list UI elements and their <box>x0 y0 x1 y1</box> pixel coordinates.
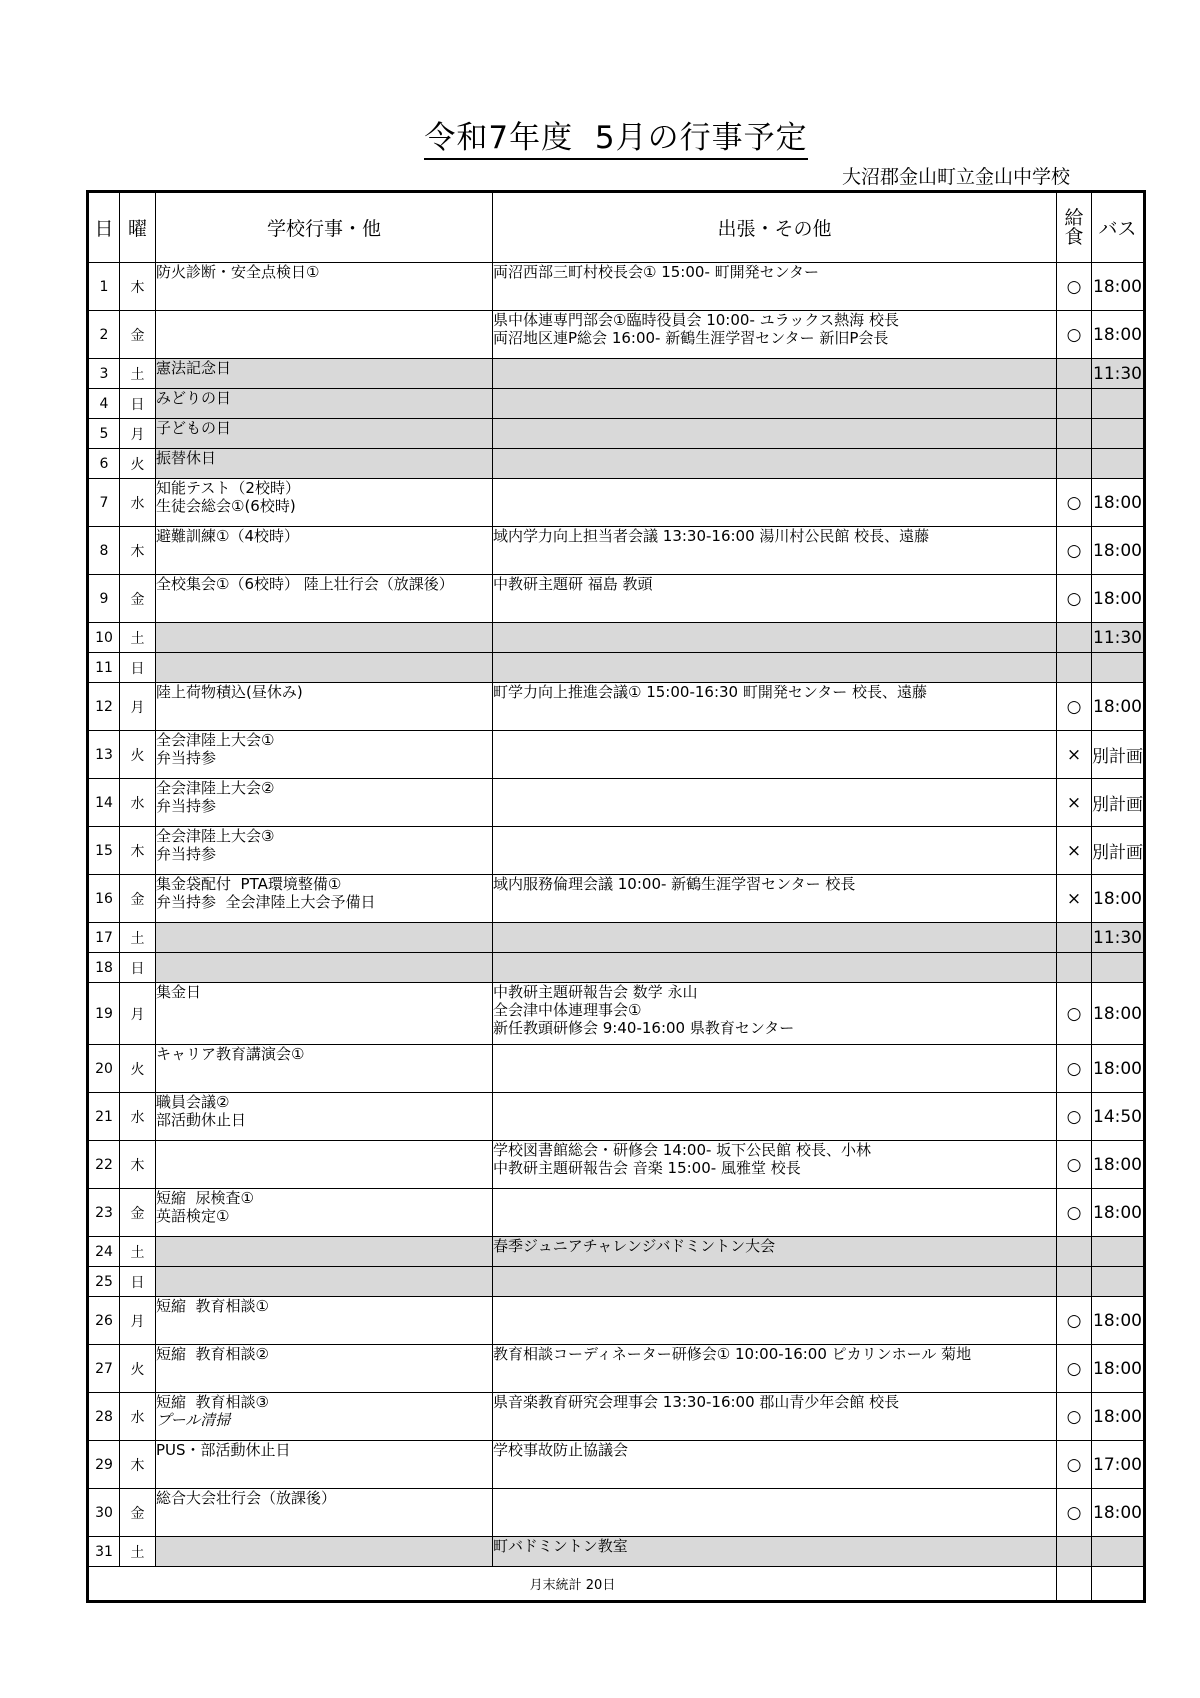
events-cell <box>156 1393 493 1441</box>
events-cell: 全校集会①（6校時） 陸上壮行会（放課後） <box>156 575 493 623</box>
events-text: 短縮 教育相談③ <box>156 1393 269 1411</box>
trips-cell <box>493 653 1057 683</box>
schedule-row <box>88 1141 1145 1189</box>
trips-cell <box>493 1093 1057 1141</box>
trips-cell <box>493 827 1057 875</box>
bus-cell: 11:30 <box>1092 359 1145 389</box>
weekday-cell: 金 <box>120 875 156 923</box>
trips-cell: 春季ジュニアチャレンジバドミントン大会 <box>493 1237 1057 1267</box>
day-cell: 11 <box>88 653 120 683</box>
day-cell: 27 <box>88 1345 120 1393</box>
bus-cell <box>1092 1537 1145 1567</box>
bus-cell: 18:00 <box>1092 683 1145 731</box>
events-cell: 短縮 教育相談② <box>156 1345 493 1393</box>
schedule-row <box>88 1267 1145 1297</box>
lunch-cell: ○ <box>1057 683 1092 731</box>
weekday-cell: 水 <box>120 1393 156 1441</box>
bus-cell <box>1092 953 1145 983</box>
lunch-cell: ○ <box>1057 1393 1092 1441</box>
trips-cell: 域内学力向上担当者会議 13:30-16:00 湯川村公民館 校長、遠藤 <box>493 527 1057 575</box>
events-cell <box>156 1237 493 1267</box>
schedule-row <box>88 953 1145 983</box>
weekday-cell: 月 <box>120 419 156 449</box>
page-title-text: 令和7年度 5月の行事予定 <box>424 120 807 160</box>
weekday-cell: 日 <box>120 1267 156 1297</box>
lunch-cell <box>1057 623 1092 653</box>
schedule-row <box>88 923 1145 953</box>
bus-cell: 18:00 <box>1092 479 1145 527</box>
summary-row <box>88 1567 1145 1602</box>
schedule-row <box>88 779 1145 827</box>
weekday-cell: 水 <box>120 779 156 827</box>
lunch-cell: ○ <box>1057 983 1092 1045</box>
lunch-cell: ○ <box>1057 263 1092 311</box>
weekday-cell: 土 <box>120 923 156 953</box>
events-cell: 総合大会壮行会（放課後） <box>156 1489 493 1537</box>
day-cell: 6 <box>88 449 120 479</box>
schedule-table <box>86 190 1146 1603</box>
events-italic-text: プール清掃 <box>156 1411 231 1429</box>
trips-cell <box>493 1045 1057 1093</box>
events-cell: キャリア教育講演会① <box>156 1045 493 1093</box>
lunch-cell: × <box>1057 875 1092 923</box>
schedule-row <box>88 419 1145 449</box>
lunch-cell: ○ <box>1057 1093 1092 1141</box>
weekday-cell: 月 <box>120 983 156 1045</box>
lunch-cell: ○ <box>1057 575 1092 623</box>
weekday-cell: 金 <box>120 1489 156 1537</box>
lunch-cell: ○ <box>1057 1189 1092 1237</box>
lunch-cell: ○ <box>1057 1045 1092 1093</box>
bus-cell <box>1092 653 1145 683</box>
bus-cell: 別計画 <box>1092 779 1145 827</box>
events-cell: 防火診断・安全点検日① <box>156 263 493 311</box>
weekday-cell: 火 <box>120 731 156 779</box>
weekday-cell: 木 <box>120 1141 156 1189</box>
events-cell <box>156 1267 493 1297</box>
weekday-cell: 火 <box>120 449 156 479</box>
lunch-cell: ○ <box>1057 311 1092 359</box>
day-cell: 25 <box>88 1267 120 1297</box>
trips-cell: 町バドミントン教室 <box>493 1537 1057 1567</box>
lunch-cell <box>1057 1537 1092 1567</box>
lunch-cell <box>1057 449 1092 479</box>
day-cell: 2 <box>88 311 120 359</box>
events-cell: 全会津陸上大会② 弁当持参 <box>156 779 493 827</box>
day-cell: 24 <box>88 1237 120 1267</box>
day-cell: 3 <box>88 359 120 389</box>
schedule-row <box>88 827 1145 875</box>
trips-cell <box>493 359 1057 389</box>
day-cell: 30 <box>88 1489 120 1537</box>
bus-cell: 18:00 <box>1092 575 1145 623</box>
schedule-row <box>88 263 1145 311</box>
trips-cell <box>493 389 1057 419</box>
trips-cell: 域内服務倫理会議 10:00- 新鶴生涯学習センター 校長 <box>493 875 1057 923</box>
bus-cell: 14:50 <box>1092 1093 1145 1141</box>
trips-cell: 県音楽教育研究会理事会 13:30-16:00 郡山青少年会館 校長 <box>493 1393 1057 1441</box>
bus-cell: 18:00 <box>1092 1297 1145 1345</box>
day-cell: 1 <box>88 263 120 311</box>
trips-cell: 中教研主題研報告会 数学 永山 全会津中体連理事会① 新任教頭研修会 9:40-16:00 県教育センター <box>493 983 1057 1045</box>
schedule-row <box>88 359 1145 389</box>
weekday-cell: 金 <box>120 1189 156 1237</box>
weekday-cell: 火 <box>120 1045 156 1093</box>
weekday-cell: 木 <box>120 527 156 575</box>
header-dow: 曜 <box>120 192 156 263</box>
bus-cell: 11:30 <box>1092 923 1145 953</box>
lunch-cell <box>1057 923 1092 953</box>
trips-cell: 町学力向上推進会議① 15:00-16:30 町開発センター 校長、遠藤 <box>493 683 1057 731</box>
schedule-row <box>88 731 1145 779</box>
day-cell: 9 <box>88 575 120 623</box>
trips-cell <box>493 419 1057 449</box>
lunch-cell <box>1057 953 1092 983</box>
weekday-cell: 土 <box>120 1237 156 1267</box>
events-cell: 子どもの日 <box>156 419 493 449</box>
lunch-cell: ○ <box>1057 1441 1092 1489</box>
events-cell: みどりの日 <box>156 389 493 419</box>
events-cell <box>156 653 493 683</box>
lunch-cell: × <box>1057 731 1092 779</box>
bus-cell: 18:00 <box>1092 983 1145 1045</box>
day-cell: 5 <box>88 419 120 449</box>
weekday-cell: 日 <box>120 389 156 419</box>
schedule-row <box>88 1393 1145 1441</box>
lunch-cell <box>1057 1267 1092 1297</box>
lunch-cell <box>1057 359 1092 389</box>
bus-cell: 別計画 <box>1092 731 1145 779</box>
day-cell: 14 <box>88 779 120 827</box>
lunch-cell: ○ <box>1057 1141 1092 1189</box>
events-cell: 職員会議② 部活動休止日 <box>156 1093 493 1141</box>
schedule-row <box>88 449 1145 479</box>
day-cell: 17 <box>88 923 120 953</box>
day-cell: 20 <box>88 1045 120 1093</box>
bus-cell <box>1092 1267 1145 1297</box>
weekday-cell: 土 <box>120 623 156 653</box>
events-cell: PUS・部活動休止日 <box>156 1441 493 1489</box>
school-name: 大沼郡金山町立金山中学校 <box>841 166 1070 188</box>
lunch-cell <box>1057 1237 1092 1267</box>
weekday-cell: 月 <box>120 683 156 731</box>
bus-cell <box>1092 419 1145 449</box>
lunch-cell <box>1057 653 1092 683</box>
weekday-cell: 木 <box>120 827 156 875</box>
schedule-row <box>88 1045 1145 1093</box>
header-row <box>88 192 1145 263</box>
weekday-cell: 火 <box>120 1345 156 1393</box>
events-cell: 知能テスト（2校時） 生徒会総会①(6校時) <box>156 479 493 527</box>
events-cell: 陸上荷物積込(昼休み) <box>156 683 493 731</box>
day-cell: 31 <box>88 1537 120 1567</box>
trips-cell <box>493 449 1057 479</box>
bus-cell: 11:30 <box>1092 623 1145 653</box>
weekday-cell: 木 <box>120 263 156 311</box>
day-cell: 8 <box>88 527 120 575</box>
day-cell: 22 <box>88 1141 120 1189</box>
lunch-cell: ○ <box>1057 1489 1092 1537</box>
day-cell: 23 <box>88 1189 120 1237</box>
schedule-row <box>88 875 1145 923</box>
summary-lunch-cell <box>1057 1567 1092 1602</box>
day-cell: 29 <box>88 1441 120 1489</box>
weekday-cell: 金 <box>120 575 156 623</box>
trips-cell: 両沼西部三町村校長会① 15:00- 町開発センター <box>493 263 1057 311</box>
bus-cell: 別計画 <box>1092 827 1145 875</box>
schedule-row <box>88 389 1145 419</box>
bus-cell: 18:00 <box>1092 1393 1145 1441</box>
bus-cell <box>1092 449 1145 479</box>
events-cell: 全会津陸上大会① 弁当持参 <box>156 731 493 779</box>
trips-cell <box>493 1489 1057 1537</box>
header-bus: バス <box>1092 192 1145 263</box>
trips-cell <box>493 1297 1057 1345</box>
bus-cell: 18:00 <box>1092 1489 1145 1537</box>
trips-cell <box>493 1189 1057 1237</box>
schedule-row <box>88 527 1145 575</box>
trips-cell <box>493 479 1057 527</box>
bus-cell: 17:00 <box>1092 1441 1145 1489</box>
events-cell <box>156 953 493 983</box>
events-cell <box>156 311 493 359</box>
day-cell: 28 <box>88 1393 120 1441</box>
lunch-cell: ○ <box>1057 527 1092 575</box>
lunch-cell: × <box>1057 827 1092 875</box>
weekday-cell: 日 <box>120 653 156 683</box>
day-cell: 19 <box>88 983 120 1045</box>
schedule-row <box>88 479 1145 527</box>
schedule-row <box>88 1093 1145 1141</box>
events-cell: 短縮 教育相談① <box>156 1297 493 1345</box>
weekday-cell: 木 <box>120 1441 156 1489</box>
lunch-cell: ○ <box>1057 1345 1092 1393</box>
summary-bus-cell <box>1092 1567 1145 1602</box>
trips-cell <box>493 923 1057 953</box>
events-cell: 全会津陸上大会③ 弁当持参 <box>156 827 493 875</box>
events-cell: 集金袋配付 PTA環境整備① 弁当持参 全会津陸上大会予備日 <box>156 875 493 923</box>
lunch-cell: × <box>1057 779 1092 827</box>
day-cell: 7 <box>88 479 120 527</box>
day-cell: 13 <box>88 731 120 779</box>
events-cell: 振替休日 <box>156 449 493 479</box>
schedule-row <box>88 1297 1145 1345</box>
bus-cell: 18:00 <box>1092 311 1145 359</box>
bus-cell: 18:00 <box>1092 527 1145 575</box>
day-cell: 12 <box>88 683 120 731</box>
day-cell: 4 <box>88 389 120 419</box>
monthly-summary: 月末統計 20日 <box>88 1567 1057 1602</box>
bus-cell: 18:00 <box>1092 263 1145 311</box>
events-cell: 短縮 尿検査① 英語検定① <box>156 1189 493 1237</box>
lunch-cell: ○ <box>1057 479 1092 527</box>
trips-cell <box>493 779 1057 827</box>
day-cell: 16 <box>88 875 120 923</box>
bus-cell <box>1092 389 1145 419</box>
trips-cell <box>493 953 1057 983</box>
bus-cell: 18:00 <box>1092 1189 1145 1237</box>
trips-cell: 学校図書館総会・研修会 14:00- 坂下公民館 校長、小林 中教研主題研報告会 音楽 15:00- 風雅堂 校長 <box>493 1141 1057 1189</box>
schedule-row <box>88 311 1145 359</box>
bus-cell: 18:00 <box>1092 1141 1145 1189</box>
header-lunch: 給 食 <box>1057 192 1092 263</box>
bus-cell: 18:00 <box>1092 875 1145 923</box>
schedule-row <box>88 1345 1145 1393</box>
schedule-row <box>88 683 1145 731</box>
trips-cell <box>493 1267 1057 1297</box>
weekday-cell: 水 <box>120 1093 156 1141</box>
day-cell: 18 <box>88 953 120 983</box>
bus-cell: 18:00 <box>1092 1345 1145 1393</box>
trips-cell: 教育相談コーディネーター研修会① 10:00-16:00 ピカリンホール 菊地 <box>493 1345 1057 1393</box>
events-cell: 集金日 <box>156 983 493 1045</box>
schedule-row <box>88 1237 1145 1267</box>
schedule-row <box>88 575 1145 623</box>
day-cell: 26 <box>88 1297 120 1345</box>
schedule-row <box>88 623 1145 653</box>
lunch-cell <box>1057 389 1092 419</box>
trips-cell <box>493 623 1057 653</box>
events-cell <box>156 1141 493 1189</box>
page-title <box>0 112 1200 157</box>
trips-cell: 学校事故防止協議会 <box>493 1441 1057 1489</box>
day-cell: 15 <box>88 827 120 875</box>
weekday-cell: 月 <box>120 1297 156 1345</box>
bus-cell <box>1092 1237 1145 1267</box>
weekday-cell: 水 <box>120 479 156 527</box>
schedule-row <box>88 1441 1145 1489</box>
weekday-cell: 金 <box>120 311 156 359</box>
schedule-row <box>88 1537 1145 1567</box>
trips-cell <box>493 731 1057 779</box>
weekday-cell: 土 <box>120 359 156 389</box>
lunch-cell <box>1057 419 1092 449</box>
events-cell: 憲法記念日 <box>156 359 493 389</box>
trips-cell: 中教研主題研 福島 教頭 <box>493 575 1057 623</box>
trips-cell: 県中体連専門部会①臨時役員会 10:00- ユラックス熱海 校長 両沼地区連P総会 16:00- 新鶴生涯学習センター 新旧P会長 <box>493 311 1057 359</box>
weekday-cell: 土 <box>120 1537 156 1567</box>
header-events: 学校行事・他 <box>156 192 493 263</box>
day-cell: 10 <box>88 623 120 653</box>
day-cell: 21 <box>88 1093 120 1141</box>
events-cell <box>156 1537 493 1567</box>
lunch-cell: ○ <box>1057 1297 1092 1345</box>
events-cell: 避難訓練①（4校時） <box>156 527 493 575</box>
bus-cell: 18:00 <box>1092 1045 1145 1093</box>
weekday-cell: 日 <box>120 953 156 983</box>
header-trips: 出張・その他 <box>493 192 1057 263</box>
events-cell <box>156 923 493 953</box>
schedule-row <box>88 653 1145 683</box>
schedule-row <box>88 983 1145 1045</box>
events-cell <box>156 623 493 653</box>
schedule-row <box>88 1489 1145 1537</box>
header-day: 日 <box>88 192 120 263</box>
schedule-row <box>88 1189 1145 1237</box>
